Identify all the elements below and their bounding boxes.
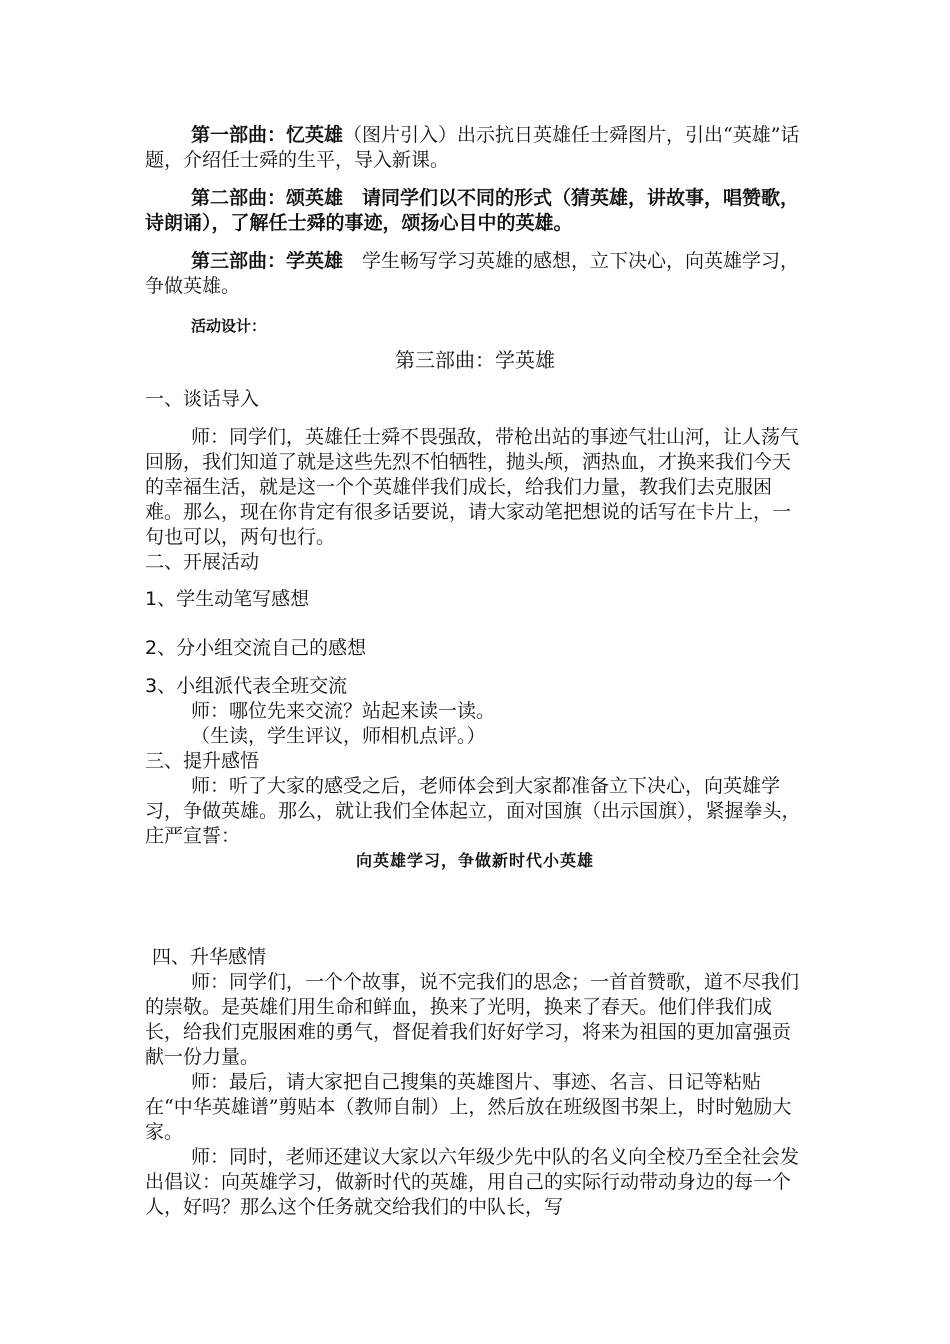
sublimate-paragraph-1: 师：同学们，一个个故事，说不完我们的思念；一首首赞歌，道不尽我们的崇敬。是英雄们用生命和鲜血，换来了光明，换来了春天。他们伴我们成长，给我们克服困难的勇气，督促着我们好好学习，将来为祖国的更加富强贡献一份力量。 (145, 971, 800, 1068)
enhance-feelings-paragraph: 师：听了大家的感受之后，老师体会到大家都准备立下决心，向英雄学习，争做英雄。那么，就让我们全体起立，面对国旗（出示国旗），紧握拳头，庄严宣誓： (145, 775, 801, 847)
part-one-text: （图片引入）出示抗日英雄任士舜图片，引出“英雄”话题，介绍任士舜的生平，导入新课。 (145, 124, 800, 171)
part-two-paragraph (145, 186, 805, 236)
activity-design-label: 活动设计： (191, 317, 267, 335)
part-three-label: 第三部曲：学英雄 (191, 250, 344, 272)
section-title: 第三部曲：学英雄 (395, 348, 555, 372)
heading-talk-intro: 一、谈话导入 (145, 388, 260, 410)
part-three-paragraph (145, 249, 805, 299)
teacher-question-line: 师：哪位先来交流？站起来读一读。 (191, 700, 496, 722)
part-two-text: 请同学们以不同的形式（猜英雄，讲故事，唱赞歌，诗朗诵），了解任士舜的事迹，颂扬心目中的英雄。 (145, 187, 800, 234)
heading-sublimate-feelings: 四、升华感情 (152, 946, 267, 968)
sublimate-paragraph-2: 师：最后，请大家把自己搜集的英雄图片、事迹、名言、日记等粘贴在“中华英雄谱”剪贴本（教师自制）上，然后放在班级图书架上，时时勉励大家。 (145, 1071, 792, 1143)
activity-item-3: 3、小组派代表全班交流 (145, 675, 348, 697)
activity-item-2: 2、分小组交流自己的感想 (145, 637, 367, 659)
part-one-paragraph (145, 123, 805, 173)
student-reading-note: （生读，学生评议，师相机点评。） (191, 725, 486, 747)
heading-enhance-feelings: 三、提升感悟 (145, 750, 260, 772)
heading-activities: 二、开展活动 (145, 551, 260, 573)
part-one-label: 第一部曲：忆英雄 (191, 124, 344, 146)
part-three-text: 学生畅写学习英雄的感想，立下决心，向英雄学习，争做英雄。 (145, 250, 800, 297)
part-two-label: 第二部曲：颂英雄 (191, 187, 344, 209)
sublimate-paragraph-3: 师：同时，老师还建议大家以六年级少先中队的名义向全校乃至全社会发出倡议：向英雄学习，做新时代的英雄，用自己的实际行动带动身边的每一个人，好吗？那么这个任务就交给我们的中队长，写 (145, 1146, 800, 1218)
activity-item-1: 1、学生动笔写感想 (145, 588, 310, 610)
oath-slogan: 向英雄学习，争做新时代小英雄 (355, 851, 594, 870)
talk-intro-paragraph: 师：同学们，英雄任士舜不畏强敌，带枪出站的事迹气壮山河，让人荡气回肠，我们知道了就是这些先烈不怕牺牲，抛头颅，洒热血，才换来我们今天的幸福生活，就是这一个个英雄伴我们成长，给我们力量，教我们去克服困难。那么，现在你肯定有很多话要说，请大家动笔把想说的话写在卡片上，一句也可以，两句也行。 (145, 426, 800, 548)
